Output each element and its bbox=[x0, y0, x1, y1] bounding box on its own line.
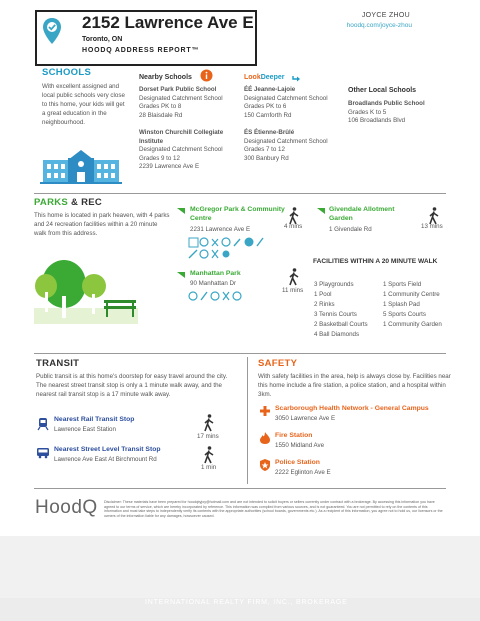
park-facilities-icons bbox=[188, 236, 270, 260]
nearby-schools-title: Nearby Schools bbox=[139, 74, 192, 81]
walk-time: 1 min bbox=[201, 464, 217, 471]
lookdeeper-school-2 bbox=[244, 129, 344, 163]
other-school-1 bbox=[348, 100, 448, 126]
transit-stop[interactable]: Lawrence East Station bbox=[54, 426, 116, 433]
school-grades: Grades PK to 8 bbox=[139, 103, 182, 110]
facility-item: 2 Basketball Courts bbox=[314, 321, 368, 328]
school-building-icon bbox=[40, 148, 122, 184]
nearby-school-2 bbox=[139, 129, 239, 172]
park-trees-illustration-icon bbox=[34, 250, 154, 324]
facility-item: 1 Community Garden bbox=[383, 321, 442, 328]
facilities-col-1 bbox=[314, 280, 384, 340]
school-name[interactable]: Broadlands Public School bbox=[348, 100, 425, 107]
park-address: 1 Givendale Rd bbox=[329, 226, 372, 233]
address-title: 2152 Lawrence Ave E bbox=[82, 13, 254, 32]
walk-icon bbox=[203, 446, 215, 464]
park-facilities-icons bbox=[188, 290, 248, 302]
facilities-title: FACILITIES WITHIN A 20 MINUTE WALK bbox=[313, 258, 438, 265]
school-type: Designated Catchment School bbox=[244, 94, 328, 102]
disclaimer: Disclaimer: These materials have been prepared for hoodqbyjoy@hotmail.com and are not intended to solicit buyers or sellers currently under contract with a brokerage. By accessing this information you have agreed to our terms of service, which are hereby incorporated by reference. This information was compiled from various sources, and is not guaranteed. You are not permitted to rely on the contents of this information and must take steps to independently verify its contents with the appropriate authorities (school boards, governments etc.). As a recipient of this information, you agree not to hold us, our licensors or the owners of the information liable for any damages, howsoever caused. bbox=[104, 500, 443, 518]
transit-label: Nearest Street Level Transit Stop bbox=[54, 446, 161, 453]
watermark: INTERNATIONAL REALTY FIRM, INC., BROKERAGE bbox=[145, 599, 348, 606]
walk-time: 13 mins bbox=[421, 223, 443, 230]
school-address: 2239 Lawrence Ave E bbox=[139, 163, 200, 170]
agent-url-link[interactable]: hoodq.com/joyce-zhou bbox=[346, 22, 412, 29]
school-address: 150 Carnforth Rd bbox=[244, 111, 292, 119]
city-label: Toronto, ON bbox=[82, 36, 123, 43]
park-name[interactable]: Givendale Allotment Garden bbox=[329, 206, 395, 222]
hoodq-logo: HoodQ bbox=[35, 497, 98, 518]
lookdeeper-title[interactable] bbox=[244, 74, 284, 81]
school-grades: Grades 9 to 12 bbox=[139, 154, 180, 162]
transit-stop[interactable]: Lawrence Ave East At Birchmount Rd bbox=[54, 456, 157, 463]
school-address: 106 Broadlands Blvd bbox=[348, 117, 406, 124]
bottom-band bbox=[0, 536, 480, 598]
park-marker-icon bbox=[176, 207, 186, 215]
school-name[interactable]: ÉS Étienne-Brûlé bbox=[244, 129, 295, 136]
report-title: HOODQ ADDRESS REPORT™ bbox=[82, 47, 200, 54]
transit-intro: Public transit is at this home's doorstep for easy travel around the city. The nearest street transit stop is only a 1 minute walk away, and the nearest rail transit stop is a 17 minute walk away. bbox=[36, 373, 228, 398]
facility-item: 3 Tennis Courts bbox=[314, 311, 357, 318]
park-address: 90 Manhattan Dr bbox=[190, 280, 237, 287]
vertical-divider bbox=[247, 357, 248, 484]
park-marker-icon bbox=[176, 271, 186, 279]
school-name[interactable]: Winston Churchill Collegiate Institute bbox=[139, 129, 224, 145]
walk-time: 17 mins bbox=[197, 433, 219, 440]
lookdeeper-school-1 bbox=[244, 86, 344, 120]
school-grades: Grades 7 to 12 bbox=[244, 146, 285, 153]
arrow-down-right-icon bbox=[292, 75, 301, 83]
walk-icon bbox=[203, 414, 215, 432]
park-name[interactable]: Manhattan Park bbox=[190, 270, 241, 277]
safety-address: 1550 Midland Ave bbox=[275, 442, 325, 449]
parks-title-b: & REC bbox=[68, 197, 103, 208]
park-marker-icon bbox=[316, 207, 326, 215]
lookdeeper-prefix: Look bbox=[244, 74, 261, 81]
school-type: Designated Catchment School bbox=[244, 137, 328, 145]
agent-name: JOYCE ZHOU bbox=[361, 12, 410, 19]
divider bbox=[34, 488, 446, 489]
other-schools-title: Other Local Schools bbox=[348, 87, 417, 94]
facility-item: 1 Pool bbox=[314, 291, 332, 298]
facility-item: 3 Playgrounds bbox=[314, 281, 354, 288]
park-address: 2231 Lawrence Ave E bbox=[190, 226, 251, 233]
safety-address: 2222 Eglinton Ave E bbox=[275, 469, 331, 476]
parks-title-a: PARKS bbox=[34, 197, 69, 208]
facility-item: 5 Sports Courts bbox=[383, 311, 426, 318]
safety-name[interactable]: Fire Station bbox=[275, 432, 313, 439]
walk-icon bbox=[288, 268, 300, 286]
nearby-school-1 bbox=[139, 86, 239, 120]
walk-time: 11 mins bbox=[282, 287, 304, 294]
safety-address: 3050 Lawrence Ave E bbox=[275, 415, 336, 422]
school-grades: Grades PK to 6 bbox=[244, 103, 287, 110]
school-address: 28 Blaisdale Rd bbox=[139, 111, 183, 119]
facility-item: 1 Splash Pad bbox=[383, 301, 420, 308]
transit-title: TRANSIT bbox=[36, 358, 80, 369]
school-type: Designated Catchment School bbox=[139, 146, 223, 153]
walk-time: 4 mins bbox=[284, 223, 303, 230]
schools-intro: With excellent assigned and local public schools very close to this home, your kids will get a great education in the neighbourhood. bbox=[42, 83, 125, 126]
schools-title: SCHOOLS bbox=[42, 67, 92, 78]
hospital-cross-icon bbox=[260, 406, 270, 416]
facility-item: 4 Ball Diamonds bbox=[314, 331, 360, 338]
divider bbox=[34, 353, 446, 354]
parks-intro: This home is located in park heaven, with 4 parks and 24 recreation facilities within a 20 minute walk from this address. bbox=[34, 212, 170, 237]
info-icon[interactable] bbox=[200, 69, 213, 82]
school-name[interactable]: Dorset Park Public School bbox=[139, 86, 217, 93]
map-pin-icon bbox=[42, 17, 62, 45]
facility-item: 1 Community Centre bbox=[383, 291, 440, 298]
parks-title bbox=[34, 197, 102, 208]
school-grades: Grades K to 5 bbox=[348, 108, 387, 116]
lookdeeper-suffix: Deeper bbox=[260, 74, 285, 81]
train-icon bbox=[36, 417, 50, 431]
school-address: 300 Banbury Rd bbox=[244, 154, 289, 162]
transit-label: Nearest Rail Transit Stop bbox=[54, 416, 135, 423]
school-name[interactable]: ÉÉ Jeanne-Lajoie bbox=[244, 86, 296, 93]
school-type: Designated Catchment School bbox=[139, 94, 223, 102]
safety-title: SAFETY bbox=[258, 358, 298, 369]
facilities-col-2 bbox=[383, 280, 445, 330]
divider bbox=[34, 193, 446, 194]
fire-icon bbox=[260, 432, 270, 444]
facility-item: 1 Sports Field bbox=[383, 281, 422, 288]
police-badge-icon bbox=[260, 459, 270, 471]
park-name[interactable]: McGregor Park & Community Centre bbox=[190, 206, 285, 222]
bus-icon bbox=[36, 447, 50, 459]
safety-intro: With safety facilities in the area, help is always close by. Facilities near this home include a fire station, a police station, and a hospital within 3km. bbox=[258, 373, 451, 398]
facility-item: 2 Rinks bbox=[314, 301, 335, 308]
safety-name[interactable]: Scarborough Health Network - General Campus bbox=[275, 405, 429, 412]
safety-name[interactable]: Police Station bbox=[275, 459, 320, 466]
